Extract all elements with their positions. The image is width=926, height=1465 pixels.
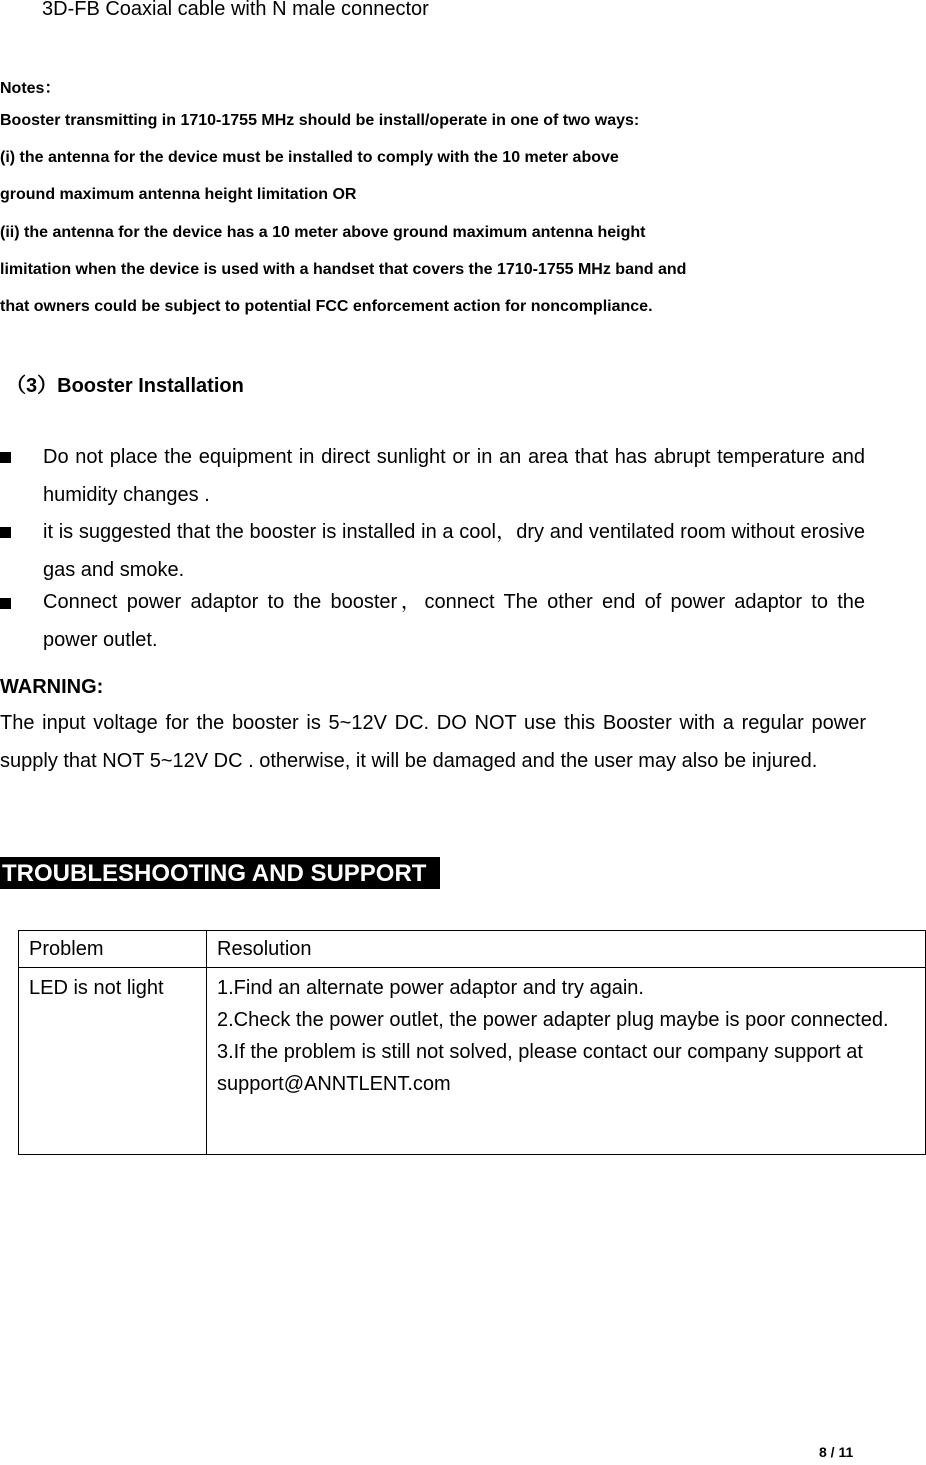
notes-line-5: limitation when the device is used with a handset that covers the 1710-1755 MHz band and	[0, 261, 687, 278]
installation-bullet-2	[0, 513, 866, 589]
page-number: 8 / 11	[819, 1444, 854, 1460]
cable-description: 3D-FB Coaxial cable with N male connector	[42, 0, 429, 20]
column-header-problem: Problem	[19, 931, 207, 968]
table-header-row	[19, 931, 926, 968]
bullet-text: Connect power adaptor to the booster，connect The other end of power adaptor to the power outlet.	[43, 591, 865, 651]
installation-bullet-3	[0, 586, 866, 666]
column-header-resolution: Resolution	[207, 931, 926, 968]
installation-heading: （3）Booster Installation	[6, 375, 244, 397]
notes-line-2: (i) the antenna for the device must be installed to comply with the 10 meter above	[0, 149, 619, 166]
bullet-square-icon	[0, 527, 11, 538]
resolution-step-2: 2.Check the power outlet, the power adapter plug maybe is poor connected.	[217, 1009, 889, 1031]
table-row	[19, 968, 926, 1155]
bullet-square-icon	[0, 598, 11, 609]
notes-title: Notes：	[0, 80, 61, 97]
installation-bullet-1	[0, 438, 866, 514]
troubleshooting-heading: TROUBLESHOOTING AND SUPPORT	[0, 857, 440, 889]
resolution-step-1: 1.Find an alternate power adaptor and try again.	[217, 977, 644, 999]
warning-heading: WARNING:	[0, 676, 104, 698]
troubleshooting-table	[18, 930, 926, 1155]
bullet-text: it is suggested that the booster is installed in a cool，dry and ventilated room without erosive gas and smoke.	[43, 521, 865, 581]
notes-line-6: that owners could be subject to potential FCC enforcement action for noncompliance.	[0, 298, 653, 315]
warning-text: The input voltage for the booster is 5~12V DC. DO NOT use this Booster with a regular power supply that NOT 5~12V DC . otherwise, it will be damaged and the user may also be injured.	[0, 712, 866, 772]
notes-line-1: Booster transmitting in 1710-1755 MHz should be install/operate in one of two ways:	[0, 112, 640, 129]
notes-line-3: ground maximum antenna height limitation OR	[0, 186, 357, 203]
resolution-cell	[207, 968, 926, 1155]
resolution-step-3: 3.If the problem is still not solved, please contact our company support at support@ANNTLENT.com	[217, 1041, 863, 1095]
notes-line-4: (ii) the antenna for the device has a 10 meter above ground maximum antenna height	[0, 224, 646, 241]
bullet-square-icon	[0, 452, 11, 463]
problem-cell: LED is not light	[19, 968, 207, 1155]
bullet-text: Do not place the equipment in direct sunlight or in an area that has abrupt temperature and humidity changes .	[43, 446, 865, 506]
